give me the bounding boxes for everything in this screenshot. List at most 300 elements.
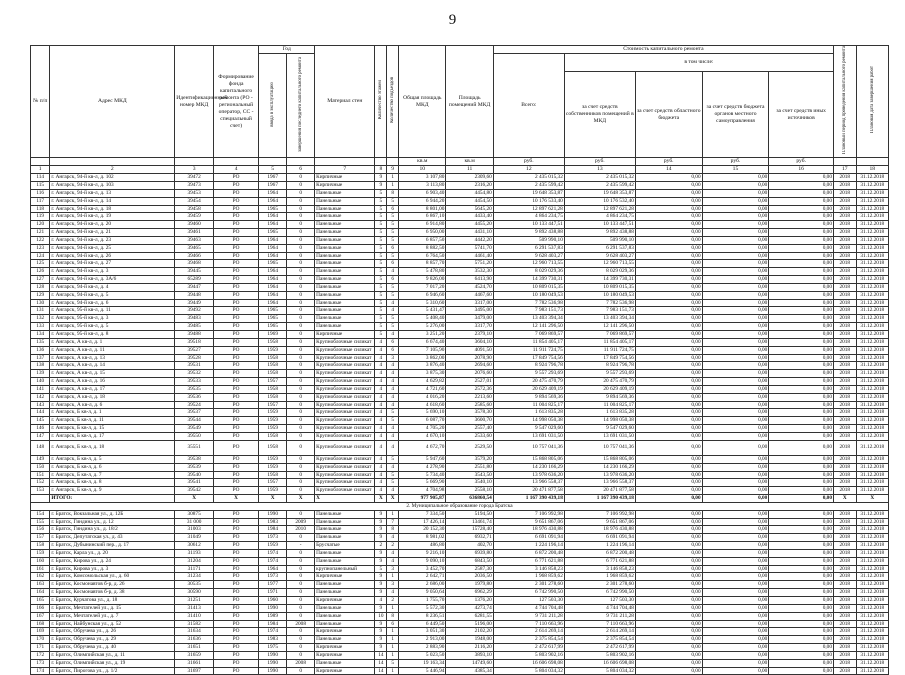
cell-fund: РО	[213, 573, 258, 581]
cell-num: 163	[31, 581, 50, 589]
table-row	[31, 534, 889, 542]
cell-local-cost: 0,00	[702, 487, 769, 495]
cell-regional-cost: 0,00	[635, 565, 702, 573]
cell-address: г. Братск, Обручева ул., д. 40	[50, 644, 175, 652]
cell-plan-end: 31.12.2018	[856, 189, 888, 197]
cell-year-overhaul: 0	[287, 362, 315, 370]
cell-floors: 4	[375, 487, 387, 495]
column-numbers-row	[31, 166, 889, 174]
cell-id: 31634	[175, 628, 214, 636]
cell-floors: 5	[375, 315, 387, 323]
cell-owners-cost: 10 180 049,53	[564, 291, 635, 299]
cell-plan-start: 2018	[833, 557, 856, 565]
unit-other-cost: руб.	[769, 158, 834, 166]
cell-year-overhaul: 0	[287, 299, 315, 307]
cell-local-cost: 0,00	[702, 401, 769, 409]
colnum-total-cost: 12	[493, 166, 564, 174]
cell-id: 31636	[175, 636, 214, 644]
cell-year-built: 1984	[259, 620, 287, 628]
cell-fund: РО	[213, 260, 258, 268]
cell-plan-start: 2018	[833, 244, 856, 252]
cell-num: 139	[31, 370, 50, 378]
cell-id: 39524	[175, 401, 214, 409]
cell-floors: 9	[375, 557, 387, 565]
cell-total-cost: 9 547 029,60	[493, 425, 564, 433]
cell-total-cost: 4 744 704,48	[493, 604, 564, 612]
cell-fund: РО	[213, 628, 258, 636]
cell-owners-cost: 2 472 617,99	[564, 644, 635, 652]
cell-total-area: 2 686,00	[399, 581, 446, 589]
cell-plan-start: 2018	[833, 628, 856, 636]
cell-total-cost: 14 998 050,38	[493, 417, 564, 425]
cell-total-area: 1 755,70	[399, 597, 446, 605]
cell-id: 39472	[175, 174, 214, 182]
cell-year-built: 1965	[259, 229, 287, 237]
cell-num: 118	[31, 205, 50, 213]
cell-num: 145	[31, 417, 50, 425]
table-body	[31, 174, 889, 675]
cell-other-cost: 0,00	[769, 565, 834, 573]
cell-id: 39539	[175, 463, 214, 471]
cell-other-cost: 0,00	[769, 346, 834, 354]
cell-local-cost: 0,00	[702, 565, 769, 573]
cell-total-area: 5 431,47	[399, 307, 446, 315]
cell-num: 129	[31, 291, 50, 299]
cell-plan-end: 31.12.2018	[856, 354, 888, 362]
unit-wall	[315, 158, 375, 166]
cell-local-cost: 0,00	[702, 362, 769, 370]
cell-premises-area: 3579,20	[446, 455, 493, 463]
cell-id: 31204	[175, 557, 214, 565]
cell-other-cost: 0,00	[769, 463, 834, 471]
cell-plan-end: 31.12.2018	[856, 573, 888, 581]
cell-plan-end: 31.12.2018	[856, 276, 888, 284]
cell-regional-cost: 0,00	[635, 189, 702, 197]
cell-local-cost: 0,00	[702, 495, 769, 503]
cell-year-overhaul: 0	[287, 636, 315, 644]
cell-owners-cost: 10 757 041,36	[564, 440, 635, 455]
cell-plan-end: 31.12.2018	[856, 651, 888, 659]
cell-other-cost: 0,00	[769, 401, 834, 409]
section-title: 2. Муниципальное образование города Братска	[31, 502, 889, 510]
table-row	[31, 604, 889, 612]
cell-address: г. Братск, Олимпийская ул., д. 19	[50, 659, 175, 667]
cell-year-built: 1989	[259, 612, 287, 620]
cell-address: г. Братск, Мечтателей ул., д. 7	[50, 612, 175, 620]
cell-total-cost: 8 924 796,78	[493, 362, 564, 370]
cell-year-built: 1958	[259, 354, 287, 362]
cell-fund: РО	[213, 323, 258, 331]
cell-owners-cost: 1 968 859,62	[564, 573, 635, 581]
cell-total-area: 5 276,00	[399, 323, 446, 331]
cell-local-cost: 0,00	[702, 229, 769, 237]
cell-local-cost: 0,00	[702, 252, 769, 260]
cell-local-cost: 0,00	[702, 581, 769, 589]
cell-year-overhaul: 0	[287, 573, 315, 581]
cell-fund: РО	[213, 362, 258, 370]
cell-owners-cost: 6 771 621,88	[564, 557, 635, 565]
cell-local-cost: 0,00	[702, 510, 769, 518]
cell-regional-cost: 0,00	[635, 197, 702, 205]
cell-fund: РО	[213, 565, 258, 573]
cell-floors: 10	[375, 612, 387, 620]
cell-premises-area: 3532,30	[446, 268, 493, 276]
cell-local-cost: 0,00	[702, 659, 769, 667]
cell-floors: X	[375, 495, 387, 503]
cell-owners-cost: 10 133 447,51	[564, 221, 635, 229]
table-row	[31, 440, 889, 455]
cell-year-overhaul: 0	[287, 181, 315, 189]
cell-entrances: 5	[387, 409, 399, 417]
cell-plan-end: 31.12.2018	[856, 597, 888, 605]
cell-plan-end: 31.12.2018	[856, 557, 888, 565]
cell-fund: РО	[213, 549, 258, 557]
cell-year-overhaul: 0	[287, 370, 315, 378]
cell-total-cost: 2 301 278,60	[493, 581, 564, 589]
cell-entrances: 1	[387, 604, 399, 612]
cell-fund: РО	[213, 557, 258, 565]
cell-plan-start: 2018	[833, 510, 856, 518]
cell-entrances: X	[387, 495, 399, 503]
cell-num: 167	[31, 612, 50, 620]
cell-floors: 5	[375, 252, 387, 260]
cell-total-cost: 10 757 041,36	[493, 440, 564, 455]
cell-year-overhaul: 0	[287, 213, 315, 221]
cell-plan-start: 2018	[833, 174, 856, 182]
cell-plan-start: 2018	[833, 417, 856, 425]
cell-other-cost: 0,00	[769, 362, 834, 370]
cell-num: 142	[31, 393, 50, 401]
cell-address: г. Ангарск, А кв-л, д. 16	[50, 378, 175, 386]
header-id: Идентификационный номер МКД	[175, 46, 214, 158]
cell-year-built: 1965	[259, 307, 287, 315]
cell-floors: 9	[375, 174, 387, 182]
cell-regional-cost: 0,00	[635, 534, 702, 542]
cell-wall: Панельные	[315, 221, 375, 229]
cell-address: г. Братск, Карла ул., д. 20	[50, 549, 175, 557]
cell-other-cost: 0,00	[769, 604, 834, 612]
cell-num: 169	[31, 628, 50, 636]
cell-fund: РО	[213, 455, 258, 463]
cell-plan-start: 2018	[833, 221, 856, 229]
cell-regional-cost: 0,00	[635, 205, 702, 213]
cell-year-overhaul: 0	[287, 385, 315, 393]
cell-owners-cost: 9 547 029,60	[564, 425, 635, 433]
cell-floors: 5	[375, 197, 387, 205]
header-entrances: Количество подъездов	[387, 46, 399, 158]
cell-other-cost: 0,00	[769, 644, 834, 652]
cell-total-cost: 13 691 031,50	[493, 432, 564, 440]
cell-total-area: 3 107,80	[399, 174, 446, 182]
cell-floors: 4	[375, 471, 387, 479]
cell-regional-cost: 0,00	[635, 221, 702, 229]
cell-wall: Панельные	[315, 283, 375, 291]
cell-total-area: 3 862,00	[399, 354, 446, 362]
cell-floors: 9	[375, 510, 387, 518]
cell-total-cost: 4 864 234,75	[493, 213, 564, 221]
cell-entrances: 6	[387, 260, 399, 268]
cell-total-area: 9 090,10	[399, 557, 446, 565]
table-row	[31, 189, 889, 197]
cell-local-cost: 0,00	[702, 307, 769, 315]
cell-year-overhaul: 2009	[287, 518, 315, 526]
table-row	[31, 471, 889, 479]
cell-plan-start: 2018	[833, 315, 856, 323]
cell-address: г. Братск, Гиндина ул., д. 18/2	[50, 526, 175, 534]
cell-plan-end: 31.12.2018	[856, 636, 888, 644]
cell-owners-cost: 20 629 409,19	[564, 385, 635, 393]
cell-other-cost: 0,00	[769, 276, 834, 284]
cell-total-cost: 7 782 536,98	[493, 299, 564, 307]
cell-owners-cost: 7 983 151,73	[564, 307, 635, 315]
cell-num: 115	[31, 181, 50, 189]
cell-premises-area: 2572,36	[446, 385, 493, 393]
cell-premises-area: 3479,00	[446, 315, 493, 323]
cell-address: г. Ангарск, 94-й кв-л, д. 3А/6	[50, 276, 175, 284]
cell-owners-cost: 12 960 713,55	[564, 260, 635, 268]
cell-plan-end: 31.12.2018	[856, 260, 888, 268]
cell-local-cost: 0,00	[702, 549, 769, 557]
cell-num: 124	[31, 252, 50, 260]
cell-floors: 4	[375, 425, 387, 433]
cell-total-cost: 20 475 470,79	[493, 378, 564, 386]
cell-entrances: 6	[387, 346, 399, 354]
cell-fund: РО	[213, 518, 258, 526]
cell-total-cost: 1 968 859,62	[493, 573, 564, 581]
cell-plan-end: 31.12.2018	[856, 213, 888, 221]
cell-fund: РО	[213, 620, 258, 628]
cell-regional-cost: 0,00	[635, 628, 702, 636]
cell-plan-start: 2018	[833, 252, 856, 260]
cell-premises-area: 2558,10	[446, 487, 493, 495]
cell-floors: 9	[375, 534, 387, 542]
cell-plan-end: 31.12.2018	[856, 346, 888, 354]
cell-premises-area: 4442,20	[446, 236, 493, 244]
cell-plan-end: 31.12.2018	[856, 401, 888, 409]
cell-other-cost: 0,00	[769, 526, 834, 534]
cell-year-built: 1973	[259, 573, 287, 581]
cell-fund: РО	[213, 174, 258, 182]
cell-address: г. Ангарск, А кв-л, д. 14	[50, 362, 175, 370]
cell-local-cost: 0,00	[702, 612, 769, 620]
cell-total-area: 5 734,40	[399, 471, 446, 479]
cell-owners-cost: 13 978 636,20	[564, 471, 635, 479]
cell-premises-area: 1979,80	[446, 581, 493, 589]
cell-local-cost: 0,00	[702, 213, 769, 221]
cell-local-cost: 0,00	[702, 667, 769, 675]
cell-wall: Крупноблочные силикат	[315, 409, 375, 417]
colnum-wall: 7	[315, 166, 375, 174]
cell-floors: 5	[375, 244, 387, 252]
cell-premises-area: 4385,34	[446, 667, 493, 675]
cell-num: 122	[31, 236, 50, 244]
cell-plan-end: 31.12.2018	[856, 417, 888, 425]
cell-year-overhaul: 0	[287, 244, 315, 252]
cell-plan-start: 2018	[833, 346, 856, 354]
cell-entrances: 4	[387, 549, 399, 557]
cell-regional-cost: 0,00	[635, 440, 702, 455]
cell-other-cost: 0,00	[769, 229, 834, 237]
cell-id: 39532	[175, 370, 214, 378]
cell-wall: Панельные	[315, 276, 375, 284]
cell-year-built: 1974	[259, 549, 287, 557]
cell-floors: 9	[375, 604, 387, 612]
cell-num: 151	[31, 471, 50, 479]
cell-year-built: 1958	[259, 393, 287, 401]
cell-plan-end: 31.12.2018	[856, 604, 888, 612]
cell-other-cost: 0,00	[769, 557, 834, 565]
cell-total-cost: 509 990,10	[493, 236, 564, 244]
cell-local-cost: 0,00	[702, 628, 769, 636]
cell-year-built: 1959	[259, 487, 287, 495]
unit-premises-area: кв.м	[446, 158, 493, 166]
cell-total-area: 6 449,50	[399, 620, 446, 628]
cell-other-cost: 0,00	[769, 479, 834, 487]
unit-plan-start	[833, 158, 856, 166]
cell-num: 154	[31, 510, 50, 518]
table-row	[31, 354, 889, 362]
cell-premises-area: 5194,50	[446, 510, 493, 518]
cell-fund: РО	[213, 463, 258, 471]
cell-plan-start: 2018	[833, 667, 856, 675]
cell-total-cost: 6 691 091,94	[493, 534, 564, 542]
cell-total-area: 5 947,60	[399, 455, 446, 463]
cell-wall: Крупноблочные силикат	[315, 440, 375, 455]
table-row	[31, 315, 889, 323]
cell-other-cost: 0,00	[769, 307, 834, 315]
cell-floors: 5	[375, 205, 387, 213]
cell-regional-cost: 0,00	[635, 338, 702, 346]
cell-plan-start: 2018	[833, 229, 856, 237]
cell-entrances: 1	[387, 573, 399, 581]
cell-id: 31049	[175, 534, 214, 542]
cell-floors: 4	[375, 346, 387, 354]
cell-premises-area: 4433,40	[446, 213, 493, 221]
cell-address: г. Ангарск, 94-й кв-л, д. 6	[50, 299, 175, 307]
cell-year-built: 1959	[259, 417, 287, 425]
header-owners: за счет средств собственников помещений в МКД	[564, 72, 635, 158]
cell-entrances: 5	[387, 455, 399, 463]
cell-plan-start: 2018	[833, 370, 856, 378]
cell-regional-cost: 0,00	[635, 378, 702, 386]
cell-fund: РО	[213, 181, 258, 189]
cell-other-cost: 0,00	[769, 221, 834, 229]
cell-owners-cost: 9 894 569,36	[564, 393, 635, 401]
cell-floors: 4	[375, 440, 387, 455]
cell-premises-area: 4091,50	[446, 346, 493, 354]
cell-plan-end: 31.12.2018	[856, 589, 888, 597]
cell-num: 116	[31, 189, 50, 197]
cell-owners-cost: 6 742 990,50	[564, 589, 635, 597]
cell-num: 117	[31, 197, 50, 205]
units-row	[31, 158, 889, 166]
cell-owners-cost: 2 435 015,32	[564, 174, 635, 182]
cell-wall: Панельные	[315, 197, 375, 205]
cell-year-built: 1990	[259, 651, 287, 659]
cell-plan-end: 31.12.2018	[856, 299, 888, 307]
cell-total-cost: 7 106 992,98	[493, 510, 564, 518]
cell-regional-cost: 0,00	[635, 659, 702, 667]
cell-other-cost: 0,00	[769, 268, 834, 276]
cell-regional-cost: 0,00	[635, 236, 702, 244]
cell-owners-cost: 9 651 867,06	[564, 518, 635, 526]
cell-premises-area: 2316,20	[446, 181, 493, 189]
cell-total-area: 17 426,14	[399, 518, 446, 526]
cell-fund: РО	[213, 315, 258, 323]
cell-total-area: 3 876,40	[399, 362, 446, 370]
cell-year-overhaul: 0	[287, 471, 315, 479]
cell-plan-start: 2018	[833, 205, 856, 213]
unit-id	[175, 158, 214, 166]
cell-regional-cost: 0,00	[635, 315, 702, 323]
cell-local-cost: 0,00	[702, 260, 769, 268]
cell-fund: РО	[213, 401, 258, 409]
cell-regional-cost: 0,00	[635, 597, 702, 605]
cell-floors: 5	[375, 260, 387, 268]
cell-regional-cost: 0,00	[635, 268, 702, 276]
cell-year-built: 1959	[259, 425, 287, 433]
cell-other-cost: 0,00	[769, 440, 834, 455]
cell-id: 39488	[175, 331, 214, 339]
cell-wall: Панельные	[315, 307, 375, 315]
cell-wall: Панельные	[315, 612, 375, 620]
cell-regional-cost: 0,00	[635, 323, 702, 331]
cell-year-built: 1959	[259, 542, 287, 550]
cell-wall: Крупноблочные силикат	[315, 455, 375, 463]
cell-premises-area: 3495,00	[446, 307, 493, 315]
cell-address: г. Братск, Обручева ул., д. 29	[50, 636, 175, 644]
cell-total-cost: 9 628 403,27	[493, 252, 564, 260]
colnum-plan-start: 17	[833, 166, 856, 174]
table-row	[31, 636, 889, 644]
cell-year-built: 1964	[259, 197, 287, 205]
cell-regional-cost: 0,00	[635, 229, 702, 237]
cell-year-built: 1964	[259, 244, 287, 252]
cell-total-area: 6 903,40	[399, 189, 446, 197]
cell-premises-area: 6962,29	[446, 589, 493, 597]
cell-num: 140	[31, 378, 50, 386]
cell-year-overhaul: 0	[287, 565, 315, 573]
cell-fund: РО	[213, 644, 258, 652]
table-row	[31, 401, 889, 409]
header-wall: Материал стен	[315, 46, 375, 158]
cell-fund: РО	[213, 526, 258, 534]
cell-fund: РО	[213, 354, 258, 362]
cell-total-cost: 7 069 869,57	[493, 331, 564, 339]
cell-wall: Крупноблочные силикат	[315, 417, 375, 425]
cell-plan-start: 2018	[833, 534, 856, 542]
cell-num: 119	[31, 213, 50, 221]
cell-total-area: 2 913,00	[399, 636, 446, 644]
unit-total-area: кв.м	[399, 158, 446, 166]
cell-regional-cost: 0,00	[635, 620, 702, 628]
cell-plan-end: 31.12.2018	[856, 471, 888, 479]
cell-entrances: 4	[387, 393, 399, 401]
cell-total-area: 6 857,50	[399, 236, 446, 244]
cell-total-cost: 19 648 353,87	[493, 189, 564, 197]
cell-year-overhaul: 0	[287, 354, 315, 362]
cell-premises-area: 3578,30	[446, 409, 493, 417]
cell-year-built: 1984	[259, 526, 287, 534]
cell-plan-end: X	[856, 495, 888, 503]
cell-floors: 5	[375, 276, 387, 284]
cell-num: 166	[31, 604, 50, 612]
cell-plan-start: 2018	[833, 283, 856, 291]
cell-id: 31413	[175, 604, 214, 612]
cell-premises-area: 2529,50	[446, 440, 493, 455]
cell-wall: Панельные	[315, 260, 375, 268]
cell-premises-area: 6413,90	[446, 276, 493, 284]
